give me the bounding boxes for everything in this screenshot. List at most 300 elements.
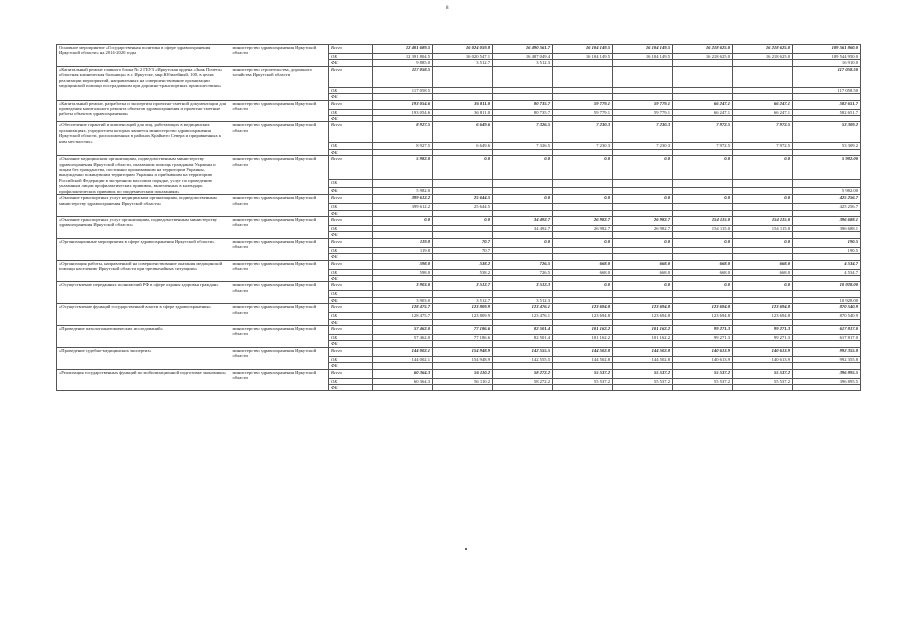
year-value-cell: 36 811.0 xyxy=(433,109,493,115)
year-value-cell xyxy=(553,187,613,194)
year-value-cell: 26 982.7 xyxy=(613,216,673,225)
year-value-cell xyxy=(433,66,493,87)
year-value-cell: 55 537.2 xyxy=(733,369,793,378)
year-value-cell: 668.0 xyxy=(613,269,673,275)
total-cell: 617 817.0 xyxy=(793,334,861,340)
funding-source: Всего xyxy=(329,282,373,291)
year-value-cell: 26 982.7 xyxy=(613,225,673,231)
year-value-cell: 82 501.4 xyxy=(493,334,553,340)
measure-name: «Оказание медицинским организациям, подведомственным министерству здравоохранения Иркутской области, оказавшим помощь гражданам Украины и лицам без гражданства, постоянно проживавшим на территории Украины, вынужденно покинувшим территорию Украины и прибывшим на территорию Российской Федерации в экстренном массовом порядке, услуг по проведению указанным лицам профилактических прививок, включенных в календарь профилактических прививок по эпидемическим показаниям» xyxy=(57,156,231,195)
funding-source: ФБ xyxy=(329,60,373,66)
table-row xyxy=(57,195,861,204)
measure-name: «Оказание транспортных услуг организациям, подведомственным министерству здравоохранения Иркутской области» xyxy=(57,216,231,238)
year-value-cell: 0.0 xyxy=(493,156,553,180)
year-value-cell: 117 058.5 xyxy=(373,87,433,93)
funding-source: Всего xyxy=(329,304,373,313)
table-row xyxy=(57,260,861,269)
year-value-cell: 16 218 625.0 xyxy=(733,45,793,54)
year-value-cell: 123 476.1 xyxy=(493,304,553,313)
year-value-cell: 123 694.8 xyxy=(673,304,733,313)
year-value-cell: 140 613.9 xyxy=(733,347,793,356)
total-cell: 582 651.7 xyxy=(793,109,861,115)
funding-source: ФБ xyxy=(329,363,373,369)
measure-name: «Оказание транспортных услуг медицинским организациям, подведомственным министерству здравоохранения Иркутской области» xyxy=(57,195,231,217)
year-value-cell: 140 613.9 xyxy=(673,356,733,362)
year-value-cell xyxy=(433,180,493,187)
funding-source: Всего xyxy=(329,195,373,204)
funding-source: ОБ xyxy=(329,225,373,231)
year-value-cell xyxy=(553,180,613,187)
total-cell: 4 534.7 xyxy=(793,260,861,269)
year-value-cell: 154 948.9 xyxy=(433,347,493,356)
year-value-cell: 16 020 547.1 xyxy=(433,54,493,60)
year-value-cell: 16 487 049.4 xyxy=(493,54,553,60)
year-value-cell: 70.7 xyxy=(433,247,493,253)
year-value-cell: 598.0 xyxy=(373,260,433,269)
year-value-cell: 142 555.5 xyxy=(493,356,553,362)
total-cell: 53 309.2 xyxy=(793,143,861,149)
total-cell: 10 928.00 xyxy=(793,297,861,303)
funding-source: ФБ xyxy=(329,94,373,100)
year-value-cell: 0.0 xyxy=(433,156,493,180)
executor: министерство здравоохранения Иркутской области xyxy=(231,238,329,260)
year-value-cell: 16 218 625.0 xyxy=(673,54,733,60)
executor: министерство здравоохранения Иркутской области xyxy=(231,45,329,67)
funding-source: ФБ xyxy=(329,254,373,260)
year-value-cell: 7 230.3 xyxy=(553,122,613,143)
funding-source: Всего xyxy=(329,369,373,378)
total-cell: 617 817.0 xyxy=(793,325,861,334)
year-value-cell: 7 230.3 xyxy=(613,143,673,149)
year-value-cell: 128 475.7 xyxy=(373,313,433,319)
year-value-cell: 0.0 xyxy=(733,282,793,291)
year-value-cell: 668.0 xyxy=(553,269,613,275)
total-cell: 396 688.1 xyxy=(793,216,861,225)
funding-source: ФБ xyxy=(329,297,373,303)
year-value-cell: 7 972.5 xyxy=(733,143,793,149)
funding-source: ФБ xyxy=(329,319,373,325)
total-cell: 190.5 xyxy=(793,247,861,253)
year-value-cell: 193 054.6 xyxy=(373,109,433,115)
year-value-cell xyxy=(373,180,433,187)
year-value-cell: 668.0 xyxy=(673,260,733,269)
year-value-cell: 144 502.8 xyxy=(553,347,613,356)
year-value-cell: 0.0 xyxy=(553,282,613,291)
year-value-cell xyxy=(493,187,553,194)
year-value-cell: 16 104 149.5 xyxy=(553,54,613,60)
year-value-cell: 59 779.1 xyxy=(553,109,613,115)
year-value-cell: 598.0 xyxy=(373,269,433,275)
total-cell: 870 540.9 xyxy=(793,313,861,319)
year-value-cell: 80 735.7 xyxy=(493,100,553,109)
table-row xyxy=(57,216,861,225)
year-value-cell: 99 271.3 xyxy=(673,334,733,340)
year-value-cell: 7 972.5 xyxy=(673,143,733,149)
year-value-cell: 101 162.2 xyxy=(553,334,613,340)
year-value-cell xyxy=(673,385,733,391)
year-value-cell: 399 612.2 xyxy=(373,195,433,204)
executor: министерство здравоохранения Иркутской области xyxy=(231,156,329,195)
year-value-cell: 9 885.0 xyxy=(373,60,433,66)
year-value-cell: 16 218 625.0 xyxy=(673,45,733,54)
year-value-cell: 59 779.1 xyxy=(613,109,673,115)
executor: министерство здравоохранения Иркутской области xyxy=(231,282,329,304)
funding-source: ОБ xyxy=(329,54,373,60)
year-value-cell: 144 002.1 xyxy=(373,356,433,362)
total-cell: 109 561 860.0 xyxy=(793,45,861,54)
year-value-cell: 3 903.0 xyxy=(373,282,433,291)
measure-name: «Проведение судебно-медицинских экспертиз» xyxy=(57,347,231,369)
year-value-cell: 123 694.8 xyxy=(733,304,793,313)
year-value-cell xyxy=(613,66,673,87)
year-value-cell: 66 247.1 xyxy=(673,100,733,109)
funding-source: Всего xyxy=(329,66,373,87)
year-value-cell: 726.5 xyxy=(493,260,553,269)
year-value-cell: 0.0 xyxy=(733,156,793,180)
measure-name: «Капитальный ремонт, разработка и экспертиза проектно-сметной документации для проведения капитального ремонта объектов здравоохранения и проектно-сметные работы объектов здравоохранения» xyxy=(57,100,231,122)
total-cell: 53 309.2 xyxy=(793,122,861,143)
year-value-cell: 0.0 xyxy=(493,238,553,247)
year-value-cell: 7 972.5 xyxy=(733,122,793,143)
year-value-cell: 0.0 xyxy=(553,238,613,247)
table-row xyxy=(57,282,861,291)
year-value-cell xyxy=(553,66,613,87)
funding-source: ОБ xyxy=(329,143,373,149)
year-value-cell: 12 401 689.5 xyxy=(373,45,433,54)
measure-name: «Обеспечение гарантий и компенсаций для лиц, работающих в медицинских организациях, учредителем которых является министерство здравоохранения Иркутской области, расположенных в районах Крайнего Севера и приравненных к ним местностях» xyxy=(57,122,231,156)
measure-name: «Осуществление переданных полномочий РФ в сфере охраны здоровья граждан» xyxy=(57,282,231,304)
year-value-cell: 668.0 xyxy=(673,269,733,275)
year-value-cell: 7 230.3 xyxy=(613,122,673,143)
total-cell: 117 058.50 xyxy=(793,87,861,93)
year-value-cell: 99 271.3 xyxy=(733,325,793,334)
funding-source: ОБ xyxy=(329,356,373,362)
executor: министерство здравоохранения Иркутской области xyxy=(231,216,329,238)
funding-source: ОБ xyxy=(329,334,373,340)
year-value-cell: 123 694.8 xyxy=(553,304,613,313)
total-cell: 109 544 950.0 xyxy=(793,54,861,60)
year-value-cell: 154 948.9 xyxy=(433,356,493,362)
year-value-cell: 99 271.3 xyxy=(673,325,733,334)
year-value-cell: 56 110.2 xyxy=(433,369,493,378)
executor: министерство здравоохранения Иркутской области xyxy=(231,195,329,217)
funding-source: ФБ xyxy=(329,116,373,122)
funding-source: Всего xyxy=(329,216,373,225)
year-value-cell: 99 271.3 xyxy=(733,334,793,340)
year-value-cell: 123 694.8 xyxy=(613,313,673,319)
year-value-cell: 3 512.3 xyxy=(493,60,553,66)
year-value-cell xyxy=(613,180,673,187)
year-value-cell: 154 115.0 xyxy=(733,225,793,231)
year-value-cell: 55 537.2 xyxy=(613,378,673,384)
year-value-cell: 59 779.1 xyxy=(613,100,673,109)
year-value-cell: 668.0 xyxy=(553,260,613,269)
year-value-cell: 0.0 xyxy=(733,195,793,204)
total-cell: 4 534.7 xyxy=(793,269,861,275)
year-value-cell xyxy=(553,385,613,391)
year-value-cell xyxy=(493,66,553,87)
table-row xyxy=(57,156,861,180)
year-value-cell: 101 162.2 xyxy=(613,334,673,340)
year-value-cell: 0.0 xyxy=(433,216,493,225)
year-value-cell xyxy=(613,385,673,391)
year-value-cell: 140 613.9 xyxy=(733,356,793,362)
measure-name: Основное мероприятие «Государственная политика в сфере здравоохранения Иркутской области» на 2014-2020 годы xyxy=(57,45,231,67)
year-value-cell: 36 811.0 xyxy=(433,100,493,109)
year-value-cell: 16 024 059.8 xyxy=(433,45,493,54)
measure-name: «Реализация государственных функций по мобилизационной подготовке экономики» xyxy=(57,369,231,391)
page-number: 8 xyxy=(446,6,449,11)
year-value-cell: 538.2 xyxy=(433,260,493,269)
year-value-cell: 144 502.8 xyxy=(553,356,613,362)
year-value-cell xyxy=(493,385,553,391)
total-cell: 16 910.0 xyxy=(793,60,861,66)
year-value-cell: 55 537.2 xyxy=(553,378,613,384)
year-value-cell: 60 364.3 xyxy=(373,378,433,384)
year-value-cell xyxy=(673,180,733,187)
year-value-cell: 0.0 xyxy=(613,156,673,180)
table-row xyxy=(57,304,861,313)
year-value-cell: 668.0 xyxy=(733,260,793,269)
year-value-cell: 123 809.9 xyxy=(433,304,493,313)
executor: министерство здравоохранения Иркутской области xyxy=(231,100,329,122)
year-value-cell: 3 512.7 xyxy=(433,282,493,291)
funding-source: Всего xyxy=(329,260,373,269)
funding-source: Всего xyxy=(329,100,373,109)
year-value-cell xyxy=(673,187,733,194)
year-value-cell: 0.0 xyxy=(673,156,733,180)
total-cell xyxy=(793,180,861,187)
year-value-cell: 55 537.2 xyxy=(733,378,793,384)
year-value-cell xyxy=(733,180,793,187)
funding-source: ОБ xyxy=(329,313,373,319)
total-cell: 396 688.1 xyxy=(793,225,861,231)
year-value-cell: 123 476.1 xyxy=(493,313,553,319)
year-value-cell: 399 612.2 xyxy=(373,204,433,210)
year-value-cell: 16 104 149.5 xyxy=(613,54,673,60)
funding-source: ФБ xyxy=(329,187,373,194)
year-value-cell xyxy=(733,187,793,194)
funding-source: Всего xyxy=(329,238,373,247)
table-row xyxy=(57,325,861,334)
funding-source: ОБ xyxy=(329,87,373,93)
year-value-cell: 668.0 xyxy=(613,260,673,269)
total-cell: 10 928.00 xyxy=(793,282,861,291)
year-value-cell: 16 490 561.7 xyxy=(493,45,553,54)
total-cell: 5 982.00 xyxy=(793,187,861,194)
year-value-cell: 16 104 149.5 xyxy=(553,45,613,54)
table-row xyxy=(57,369,861,378)
year-value-cell: 123 694.8 xyxy=(553,313,613,319)
year-value-cell: 16 104 149.5 xyxy=(613,45,673,54)
total-cell: 425 256.7 xyxy=(793,195,861,204)
year-value-cell: 7 326.5 xyxy=(493,143,553,149)
year-value-cell: 34 492.7 xyxy=(493,225,553,231)
year-value-cell xyxy=(613,187,673,194)
year-value-cell: 128 475.7 xyxy=(373,304,433,313)
year-value-cell: 5 982.0 xyxy=(373,187,433,194)
year-value-cell: 101 162.2 xyxy=(553,325,613,334)
year-value-cell: 193 054.6 xyxy=(373,100,433,109)
funding-source: ОБ xyxy=(329,109,373,115)
year-value-cell xyxy=(733,385,793,391)
year-value-cell: 3 512.3 xyxy=(493,297,553,303)
executor: министерство здравоохранения Иркутской области xyxy=(231,260,329,282)
table-row xyxy=(57,66,861,87)
year-value-cell: 55 537.2 xyxy=(673,378,733,384)
year-value-cell: 58 272.2 xyxy=(493,378,553,384)
year-value-cell: 25 644.5 xyxy=(433,195,493,204)
year-value-cell: 0.0 xyxy=(733,238,793,247)
funding-source: ФБ xyxy=(329,210,373,216)
year-value-cell: 119.8 xyxy=(373,247,433,253)
total-cell: 870 540.9 xyxy=(793,304,861,313)
total-cell: 396 895.5 xyxy=(793,369,861,378)
executor: министерство здравоохранения Иркутской области xyxy=(231,325,329,347)
table-row xyxy=(57,238,861,247)
executor: министерство здравоохранения Иркутской области xyxy=(231,122,329,156)
year-value-cell: 3 512.7 xyxy=(433,60,493,66)
year-value-cell: 142 555.5 xyxy=(493,347,553,356)
year-value-cell: 154 115.0 xyxy=(673,216,733,225)
measure-name: «Проведение патологоанатомических исследований» xyxy=(57,325,231,347)
year-value-cell xyxy=(433,187,493,194)
year-value-cell: 70.7 xyxy=(433,238,493,247)
year-value-cell: 538.2 xyxy=(433,269,493,275)
year-value-cell: 154 115.0 xyxy=(733,216,793,225)
year-value-cell: 144 002.1 xyxy=(373,347,433,356)
funding-source: ФБ xyxy=(329,341,373,347)
year-value-cell: 0.0 xyxy=(493,195,553,204)
year-value-cell: 0.0 xyxy=(613,238,673,247)
year-value-cell: 77 186.6 xyxy=(433,334,493,340)
year-value-cell: 57 462.0 xyxy=(373,325,433,334)
measure-name: «Организационные мероприятия в сфере здравоохранения Иркутской области» xyxy=(57,238,231,260)
year-value-cell: 3 903.0 xyxy=(373,297,433,303)
year-value-cell: 123 809.9 xyxy=(433,313,493,319)
year-value-cell: 66 247.1 xyxy=(733,100,793,109)
year-value-cell: 140 613.9 xyxy=(673,347,733,356)
year-value-cell: 55 537.2 xyxy=(613,369,673,378)
year-value-cell: 0.0 xyxy=(613,282,673,291)
year-value-cell: 7 230.3 xyxy=(553,143,613,149)
total-cell: 117 058.50 xyxy=(793,66,861,87)
scan-mark xyxy=(465,548,467,550)
year-value-cell: 0.0 xyxy=(673,195,733,204)
year-value-cell: 82 501.4 xyxy=(493,325,553,334)
funding-source: ОБ xyxy=(329,269,373,275)
funding-source: Всего xyxy=(329,325,373,334)
total-cell xyxy=(793,385,861,391)
year-value-cell: 0.0 xyxy=(553,156,613,180)
year-value-cell xyxy=(733,66,793,87)
year-value-cell: 117 058.5 xyxy=(373,66,433,87)
funding-source: Всего xyxy=(329,45,373,54)
total-cell: 992 355.8 xyxy=(793,356,861,362)
funding-source: ОБ xyxy=(329,378,373,384)
year-value-cell: 57 462.0 xyxy=(373,334,433,340)
year-value-cell: 101 162.2 xyxy=(613,325,673,334)
year-value-cell: 726.5 xyxy=(493,269,553,275)
year-value-cell xyxy=(373,385,433,391)
year-value-cell: 58 272.2 xyxy=(493,369,553,378)
executor: министерство строительства, дорожного хозяйства Иркутской области xyxy=(231,66,329,100)
year-value-cell: 16 218 625.0 xyxy=(733,54,793,60)
year-value-cell: 123 694.8 xyxy=(733,313,793,319)
table-row xyxy=(57,122,861,143)
total-cell: 425 256.7 xyxy=(793,204,861,210)
year-value-cell: 25 644.5 xyxy=(433,204,493,210)
year-value-cell: 60 364.3 xyxy=(373,369,433,378)
total-cell: 396 895.5 xyxy=(793,378,861,384)
year-value-cell: 0.0 xyxy=(673,282,733,291)
funding-source: ФБ xyxy=(329,149,373,155)
executor: министерство здравоохранения Иркутской области xyxy=(231,369,329,391)
year-value-cell: 144 502.8 xyxy=(613,347,673,356)
total-cell: 992 355.8 xyxy=(793,347,861,356)
year-value-cell: 0.0 xyxy=(553,195,613,204)
year-value-cell: 144 502.8 xyxy=(613,356,673,362)
year-value-cell: 55 537.2 xyxy=(673,369,733,378)
executor: министерство здравоохранения Иркутской области xyxy=(231,304,329,326)
year-value-cell xyxy=(673,66,733,87)
funding-source: Всего xyxy=(329,347,373,356)
year-value-cell: 668.0 xyxy=(733,269,793,275)
year-value-cell xyxy=(493,180,553,187)
year-value-cell: 59 779.1 xyxy=(553,100,613,109)
table-row xyxy=(57,45,861,54)
year-value-cell: 0.0 xyxy=(613,195,673,204)
funding-source: ОБ xyxy=(329,180,373,187)
year-value-cell: 3 512.7 xyxy=(433,297,493,303)
year-value-cell: 56 110.2 xyxy=(433,378,493,384)
funding-source: ОБ xyxy=(329,291,373,297)
year-value-cell: 77 186.6 xyxy=(433,325,493,334)
table-row xyxy=(57,347,861,356)
table-row xyxy=(57,100,861,109)
funding-source: ОБ xyxy=(329,247,373,253)
budget-table xyxy=(56,44,861,391)
total-cell: 582 651.7 xyxy=(793,100,861,109)
funding-source: ОБ xyxy=(329,204,373,210)
funding-source: ФБ xyxy=(329,275,373,281)
year-value-cell: 26 982.7 xyxy=(553,225,613,231)
year-value-cell: 123 694.8 xyxy=(613,304,673,313)
year-value-cell xyxy=(433,385,493,391)
year-value-cell: 12 391 804.5 xyxy=(373,54,433,60)
year-value-cell: 6 649.6 xyxy=(433,143,493,149)
executor: министерство здравоохранения Иркутской области xyxy=(231,347,329,369)
measure-name: «Организация работы, направленной на совершенствование оказания медицинской помощи населению Иркутской области при чрезвычайных ситуациях» xyxy=(57,260,231,282)
year-value-cell: 7 972.5 xyxy=(673,122,733,143)
funding-source: Всего xyxy=(329,156,373,180)
year-value-cell: 26 982.7 xyxy=(553,216,613,225)
year-value-cell: 5 982.0 xyxy=(373,156,433,180)
total-cell: 5 982.00 xyxy=(793,156,861,180)
funding-source: ФБ xyxy=(329,232,373,238)
year-value-cell: 66 247.1 xyxy=(673,109,733,115)
year-value-cell: 34 492.7 xyxy=(493,216,553,225)
year-value-cell: 55 537.2 xyxy=(553,369,613,378)
funding-source: Всего xyxy=(329,122,373,143)
total-cell: 190.5 xyxy=(793,238,861,247)
funding-source: ФБ xyxy=(329,385,373,391)
year-value-cell: 80 735.7 xyxy=(493,109,553,115)
year-value-cell: 123 694.8 xyxy=(673,313,733,319)
year-value-cell: 0.0 xyxy=(373,216,433,225)
year-value-cell: 6 649.6 xyxy=(433,122,493,143)
measure-name: «Капитальный ремонт главного блока № 2 ГБУЗ «Иркутская ордена «Знак Почета» областная клиническая больница» в г. Иркутске, мкр.Юбилейный, 100, в целях реализации мероприятий, направленных на совершенствование организации медицинской помощи пострадавшим при дорожно-транспортных происшествиях» xyxy=(57,66,231,100)
